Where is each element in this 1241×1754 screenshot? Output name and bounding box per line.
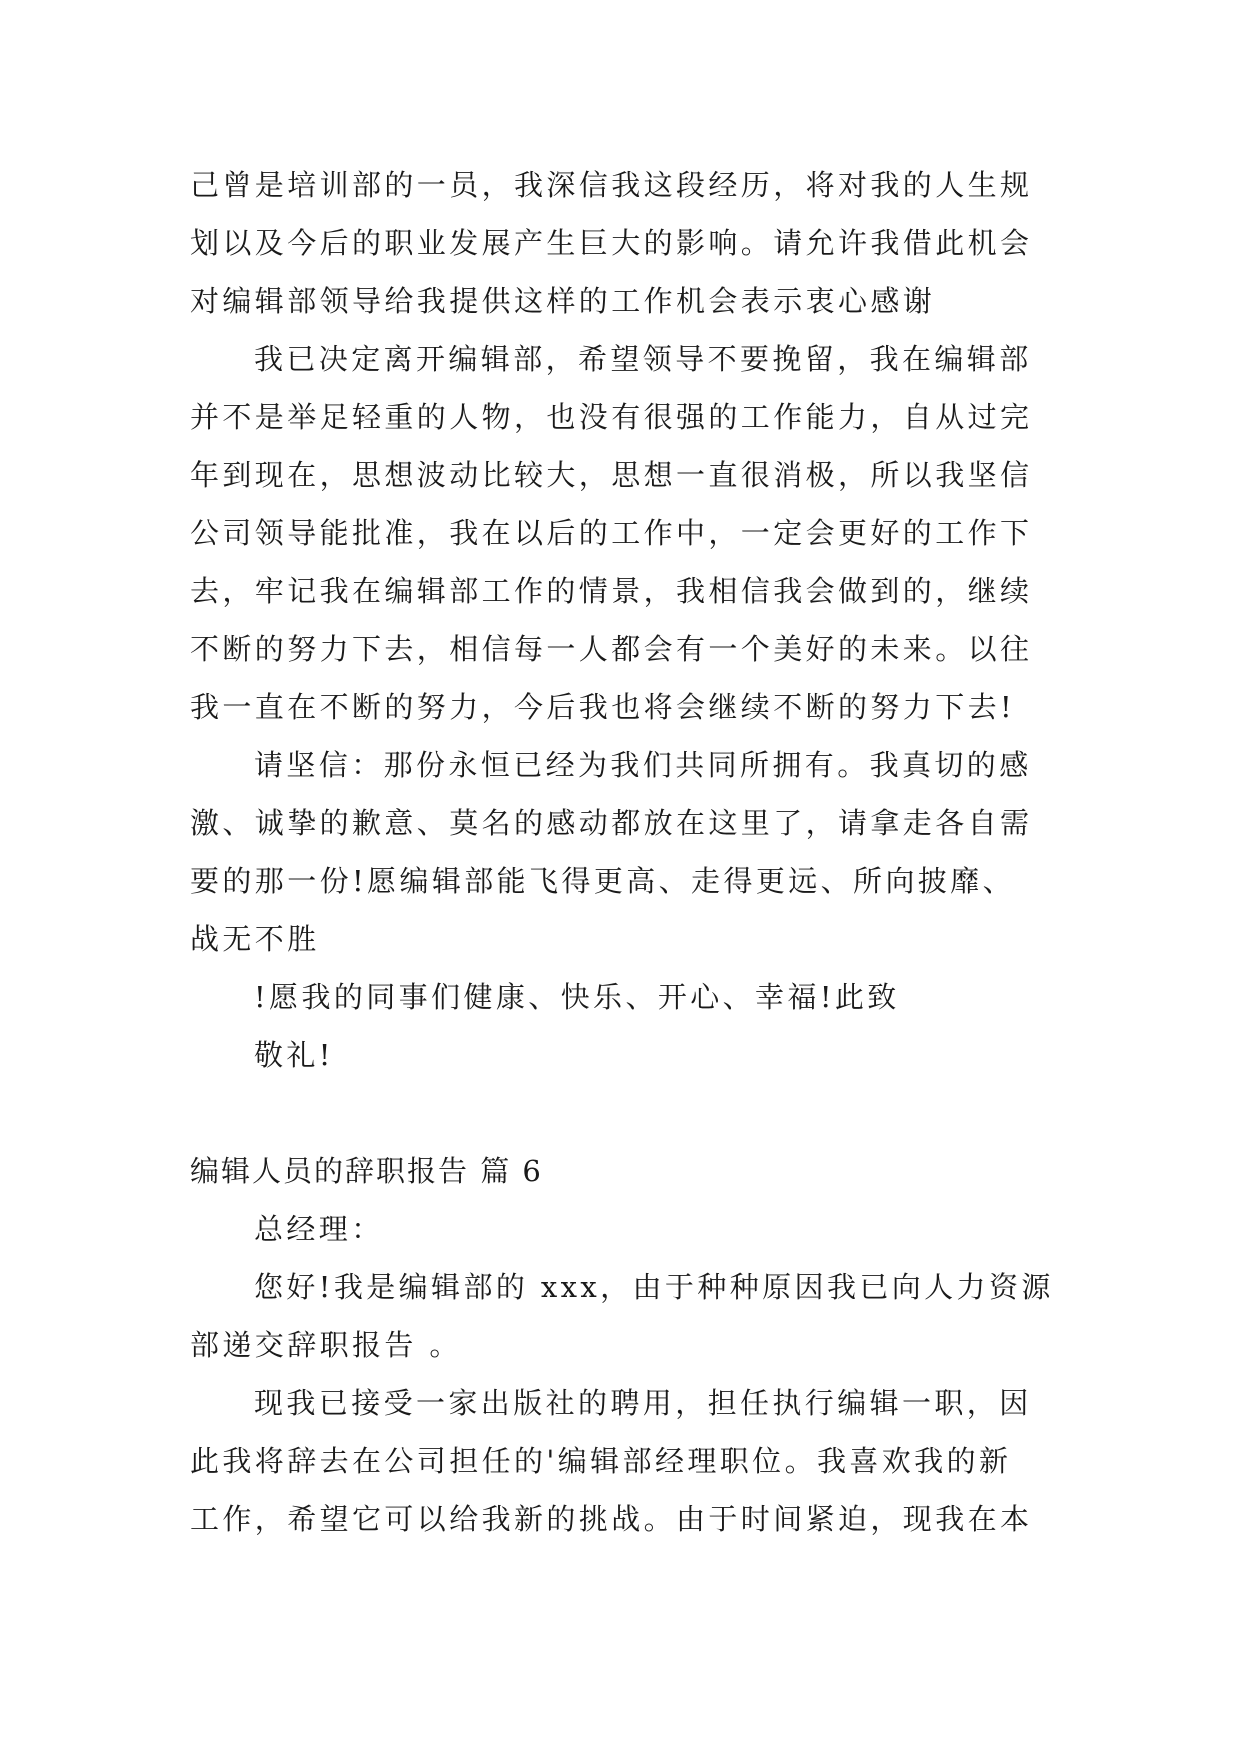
text-line: 此我将辞去在公司担任的'编辑部经理职位。我喜欢我的新 [190,1444,1012,1478]
text-line: 战无不胜 [190,922,320,956]
text-line: 我已决定离开编辑部，希望领导不要挽留，我在编辑部 [254,342,1032,376]
text-line: 您好!我是编辑部的 xxx，由于种种原因我已向人力资源 [254,1270,1054,1304]
text-line: 年到现在，思想波动比较大，思想一直很消极，所以我坚信 [190,458,1033,492]
paragraph-belief [190,736,1050,968]
section-heading: 编辑人员的辞职报告 篇 6 [190,1154,543,1188]
text-line: 对编辑部领导给我提供这样的工作机会表示衷心感谢 [190,284,936,318]
salutation: 总经理： [254,1212,384,1246]
text-line: 工作，希望它可以给我新的挑战。由于时间紧迫，现我在本 [190,1502,1033,1536]
paragraph-wishes: !愿我的同事们健康、快乐、开心、幸福!此致 [254,980,900,1014]
text-line: 请坚信：那份永恒已经为我们共同所拥有。我真切的感 [254,748,1032,782]
paragraph-continuation [190,156,1050,330]
text-line: 去，牢记我在编辑部工作的情景，我相信我会做到的，继续 [190,574,1033,608]
text-line: 不断的努力下去，相信每一人都会有一个美好的未来。以往 [190,632,1033,666]
text-line: 现我已接受一家出版社的聘用，担任执行编辑一职，因 [254,1386,1032,1420]
text-line: 部递交辞职报告 。 [190,1328,462,1362]
text-line: 要的那一份!愿编辑部能飞得更高、走得更远、所向披靡、 [190,864,1016,898]
text-line: 公司领导能批准，我在以后的工作中，一定会更好的工作下 [190,516,1033,550]
text-line: 我一直在不断的努力，今后我也将会继续不断的努力下去! [190,690,1016,724]
text-line: 激、诚挚的歉意、莫名的感动都放在这里了，请拿走各自需 [190,806,1033,840]
closing-salute: 敬礼! [254,1038,334,1072]
text-line: 划以及今后的职业发展产生巨大的影响。请允许我借此机会 [190,226,1033,260]
document-body [190,156,1054,1548]
section-gap [190,1084,1050,1142]
paragraph-new-job [190,1374,1050,1548]
paragraph-decision [190,330,1050,736]
text-line: 并不是举足轻重的人物，也没有很强的工作能力，自从过完 [190,400,1033,434]
paragraph-greeting [190,1258,1054,1374]
text-line: 己曾是培训部的一员，我深信我这段经历，将对我的人生规 [190,168,1033,202]
